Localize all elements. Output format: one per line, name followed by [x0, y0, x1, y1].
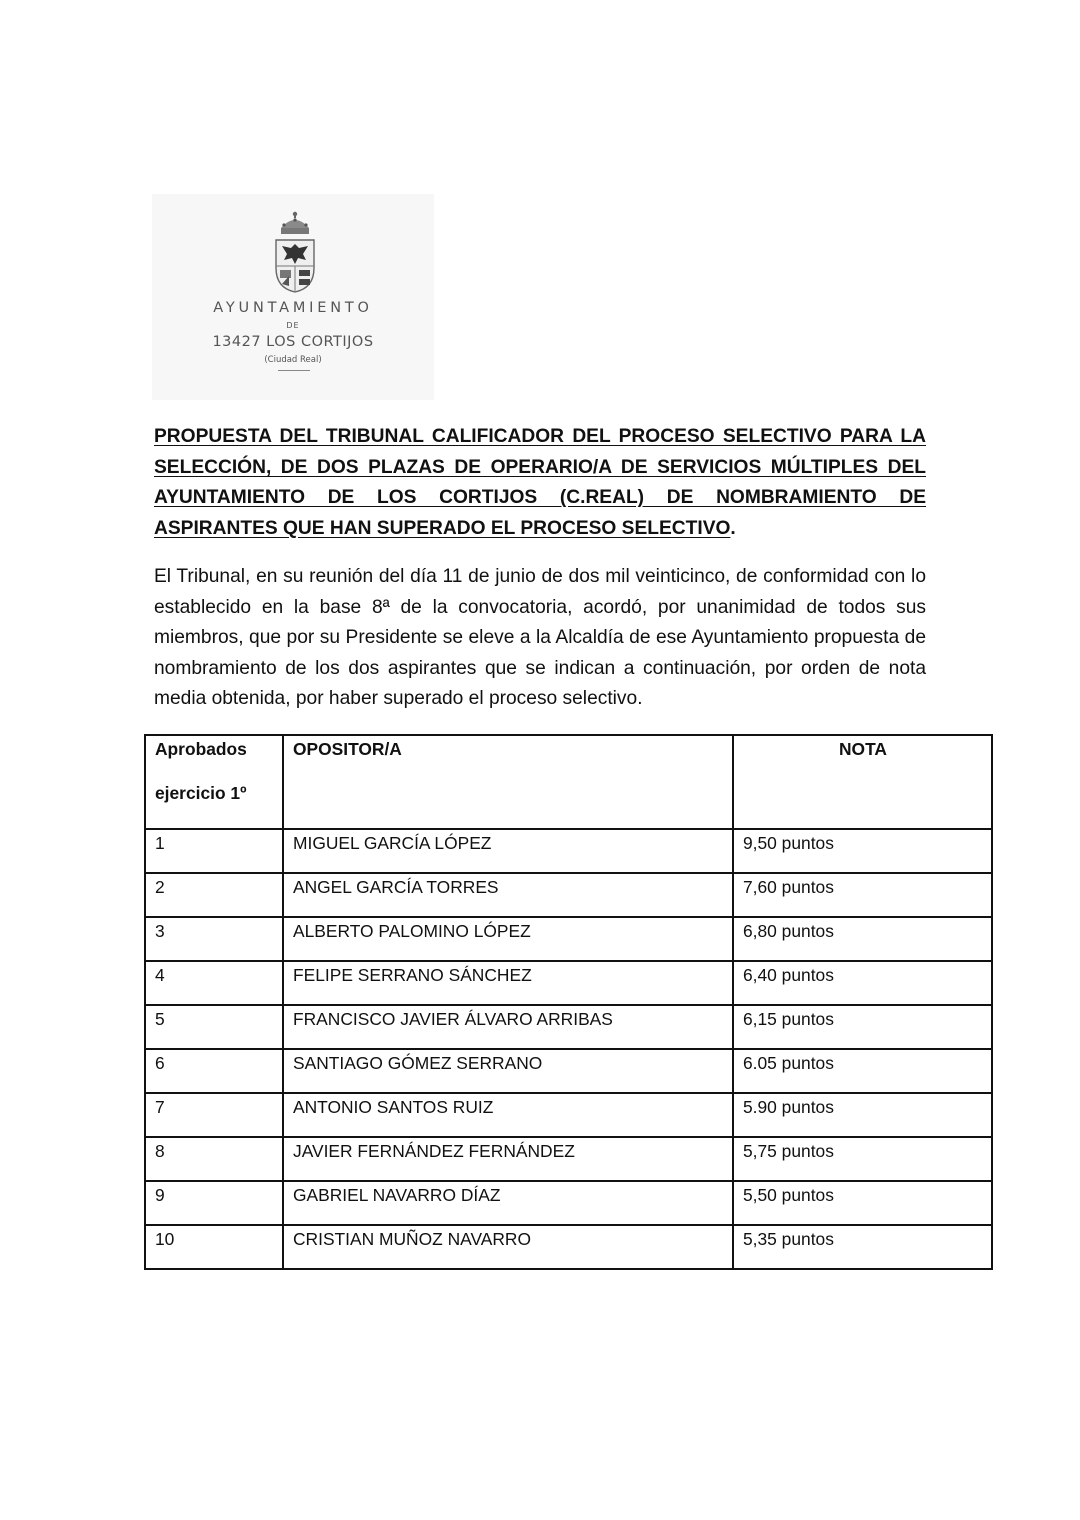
table-row	[145, 1225, 992, 1269]
row-name: FRANCISCO JAVIER ÁLVARO ARRIBAS	[283, 1005, 733, 1049]
row-number: 6	[145, 1049, 283, 1093]
header-aprobados-line1: Aprobados	[155, 739, 247, 759]
table-row	[145, 961, 992, 1005]
row-nota: 5,35 puntos	[733, 1225, 992, 1269]
municipal-logo	[152, 194, 434, 400]
logo-ayuntamiento-text: AYUNTAMIENTO	[213, 300, 373, 316]
logo-divider	[278, 370, 310, 371]
table-row	[145, 1049, 992, 1093]
row-number: 3	[145, 917, 283, 961]
row-nota: 6,40 puntos	[733, 961, 992, 1005]
row-name: FELIPE SERRANO SÁNCHEZ	[283, 961, 733, 1005]
row-name: MIGUEL GARCÍA LÓPEZ	[283, 829, 733, 873]
row-nota: 6,15 puntos	[733, 1005, 992, 1049]
document-title	[154, 422, 926, 544]
table-row	[145, 1005, 992, 1049]
header-opositor: OPOSITOR/A	[283, 735, 733, 829]
table-row	[145, 1181, 992, 1225]
row-nota: 5,50 puntos	[733, 1181, 992, 1225]
row-nota: 6,80 puntos	[733, 917, 992, 961]
row-nota: 6.05 puntos	[733, 1049, 992, 1093]
logo-province-text: (Ciudad Real)	[264, 355, 322, 365]
row-name: ANTONIO SANTOS RUIZ	[283, 1093, 733, 1137]
row-nota: 7,60 puntos	[733, 873, 992, 917]
table-header-row	[145, 735, 992, 829]
header-aprobados	[145, 735, 283, 829]
row-name: SANTIAGO GÓMEZ SERRANO	[283, 1049, 733, 1093]
header-nota: NOTA	[733, 735, 992, 829]
row-nota: 9,50 puntos	[733, 829, 992, 873]
table-row	[145, 873, 992, 917]
row-name: CRISTIAN MUÑOZ NAVARRO	[283, 1225, 733, 1269]
table-row	[145, 1137, 992, 1181]
header-aprobados-line2: ejercicio 1º	[155, 783, 247, 803]
intro-paragraph: El Tribunal, en su reunión del día 11 de junio de dos mil veinticinco, de conformidad con lo establecido en la base 8ª de la convocatoria, acordó, por unanimidad de todos sus miembros, que por su Presidente se eleve a la Alcaldía de ese Ayuntamiento propuesta de nombramiento de los dos aspirantes que se indican a continuación, por orden de nota media obtenida, por haber superado el proceso selectivo.	[154, 566, 926, 709]
table-row	[145, 829, 992, 873]
row-nota: 5.90 puntos	[733, 1093, 992, 1137]
row-number: 2	[145, 873, 283, 917]
row-name: JAVIER FERNÁNDEZ FERNÁNDEZ	[283, 1137, 733, 1181]
results-table	[144, 734, 993, 1270]
logo-de-text: DE	[286, 321, 300, 330]
table-row	[145, 917, 992, 961]
row-number: 7	[145, 1093, 283, 1137]
row-number: 5	[145, 1005, 283, 1049]
table-row	[145, 1093, 992, 1137]
coat-of-arms-icon	[272, 210, 318, 294]
row-number: 8	[145, 1137, 283, 1181]
row-name: GABRIEL NAVARRO DÍAZ	[283, 1181, 733, 1225]
row-nota: 5,75 puntos	[733, 1137, 992, 1181]
row-number: 10	[145, 1225, 283, 1269]
document-title-period: .	[730, 517, 736, 539]
row-name: ALBERTO PALOMINO LÓPEZ	[283, 917, 733, 961]
row-number: 4	[145, 961, 283, 1005]
document-title-underlined: PROPUESTA DEL TRIBUNAL CALIFICADOR DEL PROCESO SELECTIVO PARA LA SELECCIÓN, DE DOS PLAZAS DE OPERARIO/A DE SERVICIOS MÚLTIPLES DEL AYUNTAMIENTO DE LOS CORTIJOS (C.REAL) DE NOMBRAMIENTO DE ASPIRANTES QUE HAN SUPERADO EL PROCESO SELECTIVO	[154, 426, 926, 539]
row-number: 9	[145, 1181, 283, 1225]
row-name: ANGEL GARCÍA TORRES	[283, 873, 733, 917]
row-number: 1	[145, 829, 283, 873]
logo-town-text: 13427 LOS CORTIJOS	[212, 334, 374, 350]
